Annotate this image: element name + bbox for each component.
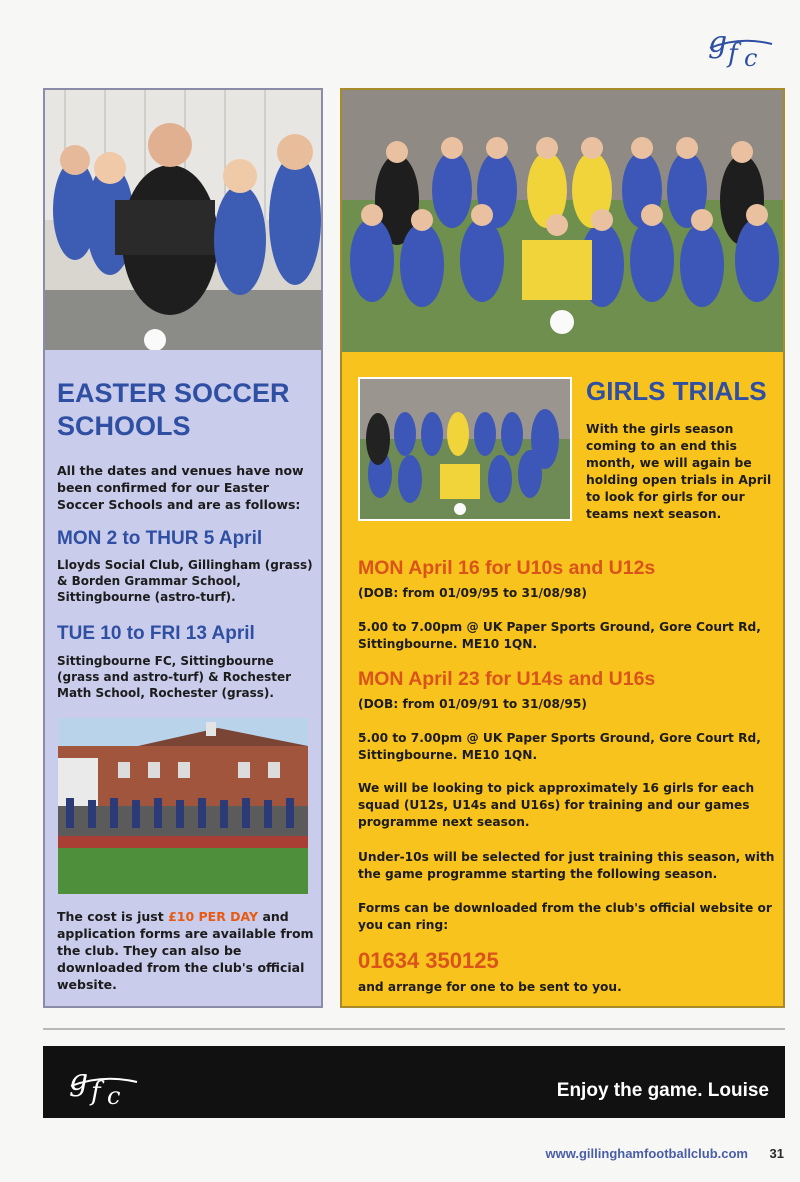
cost-price: £10 PER DAY (168, 909, 259, 924)
girls-team-photo (342, 90, 783, 352)
trial1-dob: (DOB: from 01/09/95 to 31/08/98) (358, 586, 587, 600)
trial1-heading: MON April 16 for U10s and U12s (358, 557, 656, 579)
coach-with-kids-photo (45, 90, 321, 350)
easter-title (57, 377, 312, 443)
phone-number[interactable]: 01634 350125 (358, 948, 499, 973)
trial2-dob: (DOB: from 01/09/91 to 31/08/95) (358, 697, 587, 711)
footer-club-logo (65, 1056, 141, 1110)
girls-trials-panel (340, 88, 785, 1008)
girls-intro: With the girls season coming to an end this month, we will again be holding open trials in April to look for girls for our teams next season. (586, 422, 772, 521)
trial2-heading: MON April 23 for U14s and U16s (358, 668, 656, 690)
session1-venues: Lloyds Social Club, Gillingham (grass) & Borden Grammar School, Sittingbourne (astro-turf). (57, 558, 313, 604)
school-group-photo (58, 718, 308, 894)
trial2-venue: 5.00 to 7.00pm @ UK Paper Sports Ground, Gore Court Rd, Sittingbourne. ME10 1QN. (358, 731, 761, 762)
girls-trials-title: GIRLS TRIALS (586, 376, 767, 406)
session2-heading: TUE 10 to FRI 13 April (57, 623, 255, 644)
cost-suffix: and application forms are available from the club. They can also be downloaded from the club's official website. (57, 909, 314, 992)
girls-team-small-photo (358, 377, 572, 521)
website-link[interactable]: www.gillinghamfootballclub.com (545, 1146, 748, 1161)
cost-info (57, 908, 315, 993)
under10-info: Under-10s will be selected for just training this season, with the game programme starting the following season. (358, 850, 775, 881)
footer-tagline: Enjoy the game. Louise (556, 1080, 769, 1101)
session1-heading: MON 2 to THUR 5 April (57, 528, 263, 549)
svg-text:g: g (708, 25, 728, 60)
cost-prefix: The cost is just (57, 909, 169, 924)
svg-text:g: g (69, 1063, 89, 1098)
club-logo (704, 18, 776, 72)
session2-venues: Sittingbourne FC, Sittingbourne (grass and astro-turf) & Rochester Math School, Rochester (grass). (57, 654, 292, 700)
svg-text:c: c (744, 44, 758, 72)
divider (43, 1028, 785, 1030)
easter-soccer-panel (43, 88, 323, 1008)
easter-title-line1: EASTER SOCCER (57, 378, 290, 408)
closing-text: and arrange for one to be sent to you. (358, 980, 622, 994)
squad-info: We will be looking to pick approximately 16 girls for each squad (U12s, U14s and U16s) for training and our games programme next season. (358, 781, 755, 829)
footer-banner (43, 1046, 785, 1118)
page-number: 31 (769, 1146, 784, 1161)
svg-text:f: f (91, 1077, 101, 1107)
trial1-venue: 5.00 to 7.00pm @ UK Paper Sports Ground, Gore Court Rd, Sittingbourne. ME10 1QN. (358, 620, 761, 651)
svg-text:f: f (728, 39, 738, 69)
easter-title-line2: SCHOOLS (57, 411, 191, 441)
forms-info: Forms can be downloaded from the club's official website or you can ring: (358, 901, 772, 932)
easter-intro: All the dates and venues have now been confirmed for our Easter Soccer Schools and are as follows: (57, 463, 304, 512)
svg-text:c: c (107, 1082, 121, 1110)
